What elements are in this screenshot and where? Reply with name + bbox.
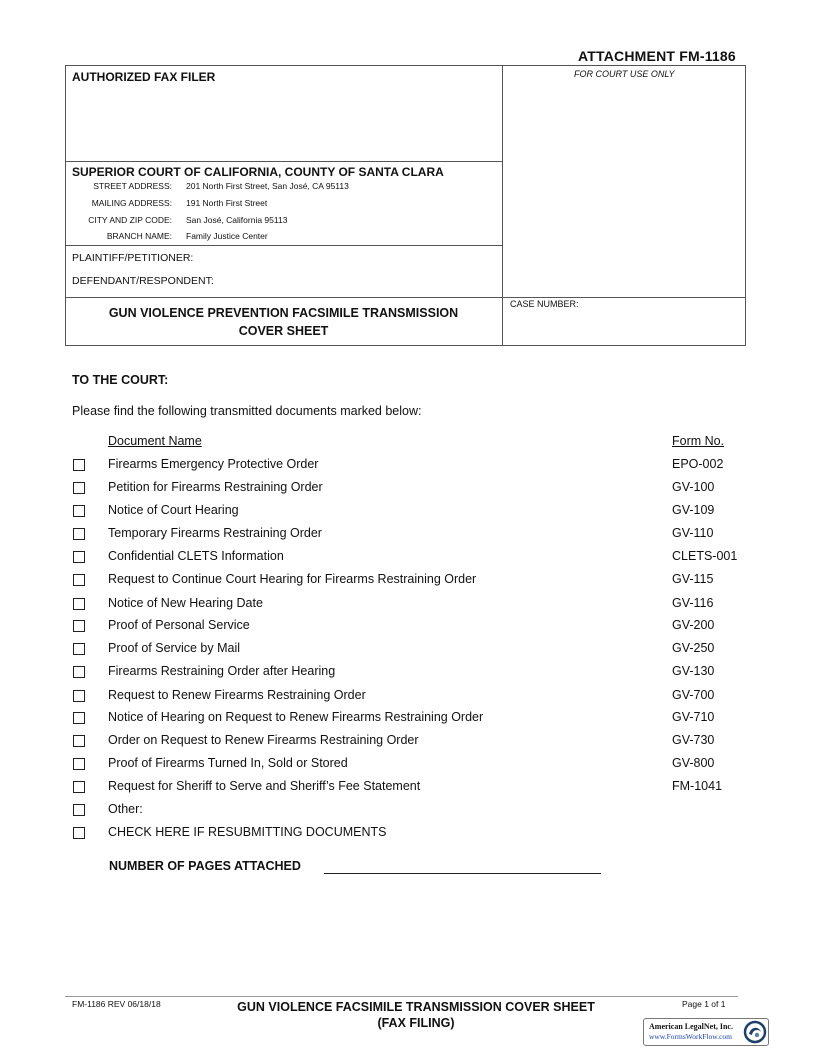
footer-title-line2: (FAX FILING) bbox=[377, 1016, 455, 1030]
form-number: GV-250 bbox=[672, 641, 715, 655]
document-checkbox[interactable] bbox=[73, 804, 85, 816]
document-name-header: Document Name bbox=[108, 434, 202, 448]
document-name: Proof of Personal Service bbox=[108, 618, 250, 632]
form-revision: FM-1186 REV 06/18/18 bbox=[72, 999, 161, 1009]
plaintiff-field[interactable] bbox=[200, 250, 495, 266]
document-checkbox[interactable] bbox=[73, 666, 85, 678]
branch-name-label: BRANCH NAME: bbox=[106, 231, 172, 241]
to-court-heading: TO THE COURT: bbox=[72, 373, 169, 387]
footer-title-line1: GUN VIOLENCE FACSIMILE TRANSMISSION COVER SHEET bbox=[237, 1000, 595, 1014]
document-title-line2: COVER SHEET bbox=[238, 324, 329, 338]
document-checkbox[interactable] bbox=[73, 505, 85, 517]
document-checkbox[interactable] bbox=[73, 712, 85, 724]
document-checkbox[interactable] bbox=[73, 598, 85, 610]
document-checkbox[interactable] bbox=[73, 482, 85, 494]
city-zip-label: CITY AND ZIP CODE: bbox=[88, 215, 172, 225]
caption-divider-3 bbox=[65, 297, 746, 298]
document-name: Proof of Service by Mail bbox=[108, 641, 240, 655]
logo-swirl-icon bbox=[743, 1020, 767, 1044]
form-number: GV-700 bbox=[672, 688, 715, 702]
form-number: CLETS-001 bbox=[672, 549, 738, 563]
form-number: GV-110 bbox=[672, 526, 714, 540]
form-number: GV-109 bbox=[672, 503, 715, 517]
document-checkbox[interactable] bbox=[73, 781, 85, 793]
document-title-line1: GUN VIOLENCE PREVENTION FACSIMILE TRANSMISSION bbox=[108, 306, 459, 320]
city-zip-value: San José, California 95113 bbox=[186, 215, 288, 225]
document-checkbox[interactable] bbox=[73, 551, 85, 563]
defendant-label: DEFENDANT/RESPONDENT: bbox=[72, 275, 214, 287]
document-checkbox[interactable] bbox=[73, 459, 85, 471]
document-name: Notice of Hearing on Request to Renew Firearms Restraining Order bbox=[108, 710, 484, 724]
document-checkbox[interactable] bbox=[73, 827, 85, 839]
form-number: GV-730 bbox=[672, 733, 715, 747]
form-number: GV-200 bbox=[672, 618, 715, 632]
document-name: Order on Request to Renew Firearms Restraining Order bbox=[108, 733, 419, 747]
document-name: Other: bbox=[108, 802, 143, 816]
mailing-address-value: 191 North First Street bbox=[186, 198, 268, 208]
form-number: GV-116 bbox=[672, 596, 714, 610]
document-name: Notice of Court Hearing bbox=[108, 503, 239, 517]
caption-divider-2 bbox=[65, 245, 502, 246]
form-number: EPO-002 bbox=[672, 457, 724, 471]
form-number: GV-100 bbox=[672, 480, 715, 494]
caption-divider-vertical bbox=[502, 65, 503, 346]
pages-attached-field[interactable] bbox=[324, 873, 601, 874]
document-name: Temporary Firearms Restraining Order bbox=[108, 526, 322, 540]
document-name: Firearms Restraining Order after Hearing bbox=[108, 664, 336, 678]
intro-text: Please find the following transmitted documents marked below: bbox=[72, 404, 422, 418]
logo-name: American LegalNet, Inc. bbox=[649, 1022, 733, 1031]
caption-divider-1 bbox=[65, 161, 502, 162]
document-checkbox[interactable] bbox=[73, 528, 85, 540]
document-name: CHECK HERE IF RESUBMITTING DOCUMENTS bbox=[108, 825, 387, 839]
document-name: Request to Continue Court Hearing for Firearms Restraining Order bbox=[108, 572, 477, 586]
document-name: Firearms Emergency Protective Order bbox=[108, 457, 319, 471]
document-checkbox[interactable] bbox=[73, 758, 85, 770]
pages-attached-label: NUMBER OF PAGES ATTACHED bbox=[109, 859, 301, 873]
form-number: GV-130 bbox=[672, 664, 715, 678]
attachment-title: ATTACHMENT FM-1186 bbox=[578, 48, 736, 64]
publisher-logo bbox=[643, 1018, 769, 1046]
case-number-field[interactable] bbox=[508, 312, 740, 342]
document-checkbox[interactable] bbox=[73, 643, 85, 655]
form-number: GV-710 bbox=[672, 710, 715, 724]
footer-rule bbox=[65, 996, 738, 997]
document-name: Proof of Firearms Turned In, Sold or Stored bbox=[108, 756, 348, 770]
filer-field[interactable] bbox=[70, 86, 498, 158]
document-name: Request for Sheriff to Serve and Sheriff’s Fee Statement bbox=[108, 779, 421, 793]
document-name: Notice of New Hearing Date bbox=[108, 596, 263, 610]
filer-label: AUTHORIZED FAX FILER bbox=[72, 70, 216, 84]
document-name: Petition for Firearms Restraining Order bbox=[108, 480, 323, 494]
footer-title bbox=[200, 999, 632, 1031]
court-use-label: FOR COURT USE ONLY bbox=[574, 69, 675, 79]
document-checkbox[interactable] bbox=[73, 690, 85, 702]
document-checkbox[interactable] bbox=[73, 735, 85, 747]
document-checkbox[interactable] bbox=[73, 620, 85, 632]
form-no-header: Form No. bbox=[672, 434, 725, 448]
case-number-label: CASE NUMBER: bbox=[510, 299, 579, 309]
page-number: Page 1 of 1 bbox=[682, 999, 726, 1009]
street-address-label: STREET ADDRESS: bbox=[93, 181, 172, 191]
document-name: Request to Renew Firearms Restraining Order bbox=[108, 688, 366, 702]
street-address-value: 201 North First Street, San José, CA 95113 bbox=[186, 181, 349, 191]
plaintiff-label: PLAINTIFF/PETITIONER: bbox=[72, 252, 194, 264]
document-checkbox[interactable] bbox=[73, 574, 85, 586]
form-number: FM-1041 bbox=[672, 779, 723, 793]
mailing-address-label: MAILING ADDRESS: bbox=[91, 198, 172, 208]
document-title bbox=[66, 304, 501, 340]
document-name: Confidential CLETS Information bbox=[108, 549, 284, 563]
form-number: GV-800 bbox=[672, 756, 715, 770]
form-number: GV-115 bbox=[672, 572, 714, 586]
defendant-field[interactable] bbox=[222, 273, 495, 289]
logo-url: www.FormsWorkFlow.com bbox=[649, 1032, 733, 1041]
court-name: SUPERIOR COURT OF CALIFORNIA, COUNTY OF SANTA CLARA bbox=[72, 165, 444, 179]
branch-name-value: Family Justice Center bbox=[186, 231, 268, 241]
